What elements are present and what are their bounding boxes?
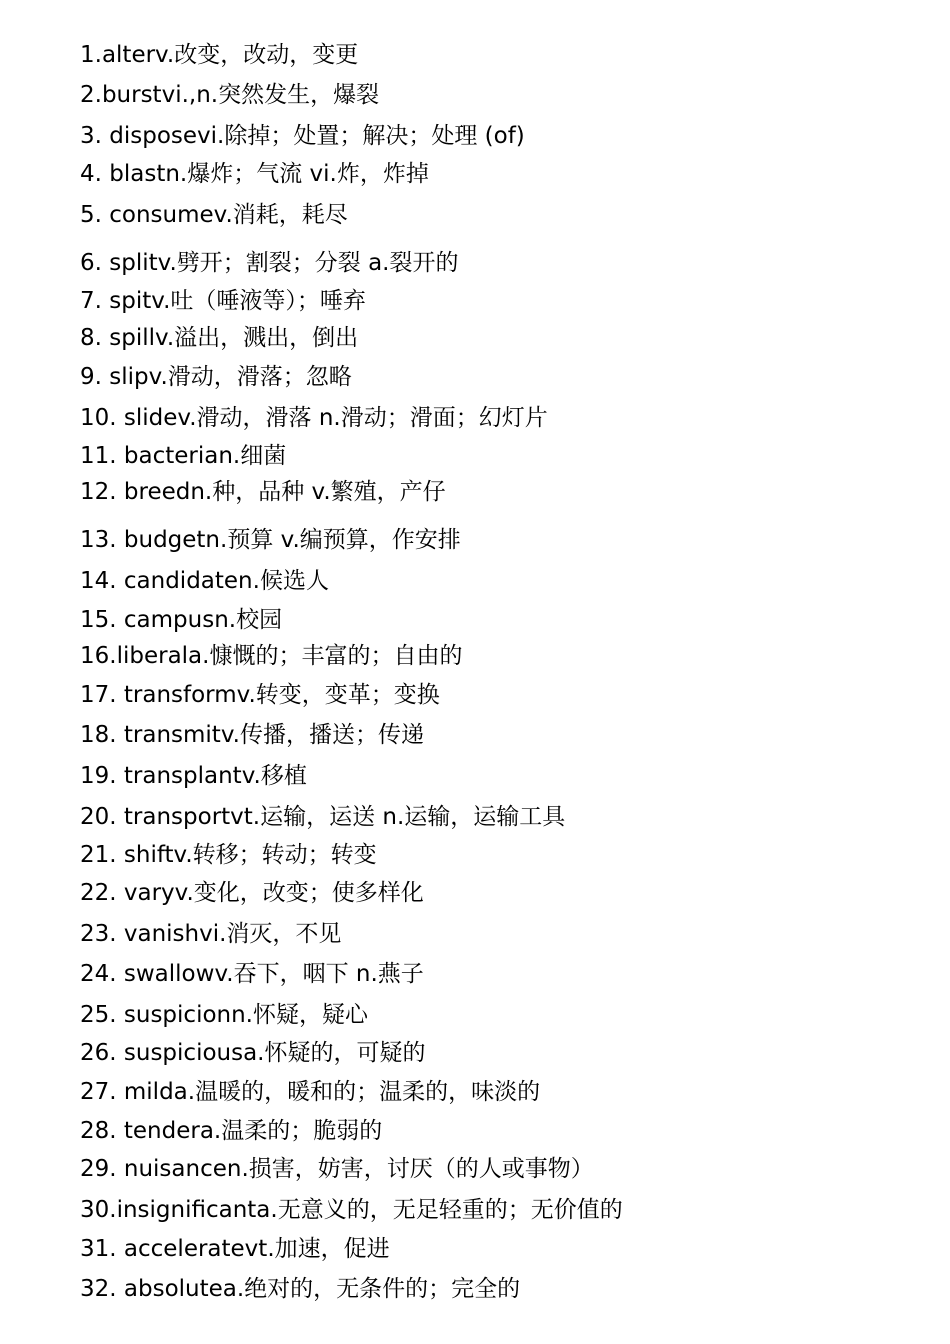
- vocab-entry-32: 32. absolutea.绝对的，无条件的；完全的: [80, 1276, 521, 1302]
- vocab-entry-18: 18. transmitv.传播，播送；传递: [80, 722, 424, 748]
- vocab-entry-6: 6. splitv.劈开；割裂；分裂 a.裂开的: [80, 250, 459, 276]
- vocab-entry-16: 16.liberala.慷慨的；丰富的；自由的: [80, 643, 463, 669]
- vocab-entry-12: 12. breedn.种，品种 v.繁殖，产仔: [80, 479, 446, 505]
- vocab-entry-24: 24. swallowv.吞下，咽下 n.燕子: [80, 961, 424, 987]
- vocab-entry-9: 9. slipv.滑动，滑落；忽略: [80, 364, 352, 390]
- vocab-entry-5: 5. consumev.消耗，耗尽: [80, 202, 348, 228]
- vocab-entry-19: 19. transplantv.移植: [80, 763, 307, 789]
- vocab-entry-10: 10. slidev.滑动，滑落 n.滑动；滑面；幻灯片: [80, 405, 548, 431]
- vocab-entry-22: 22. varyv.变化，改变；使多样化: [80, 880, 424, 906]
- vocab-entry-31: 31. acceleratevt.加速，促进: [80, 1236, 390, 1262]
- vocab-entry-25: 25. suspicionn.怀疑，疑心: [80, 1002, 368, 1028]
- vocab-entry-21: 21. shiftv.转移；转动；转变: [80, 842, 377, 868]
- vocab-entry-23: 23. vanishvi.消灭，不见: [80, 921, 342, 947]
- vocab-entry-17: 17. transformv.转变，变革；变换: [80, 682, 440, 708]
- vocab-entry-14: 14. candidaten.候选人: [80, 568, 329, 594]
- vocab-entry-30: 30.insignificanta.无意义的，无足轻重的；无价值的: [80, 1197, 623, 1223]
- vocab-entry-7: 7. spitv.吐（唾液等）；唾弃: [80, 288, 366, 314]
- vocab-entry-27: 27. milda.温暖的，暖和的；温柔的，味淡的: [80, 1079, 541, 1105]
- vocab-entry-11: 11. bacterian.细菌: [80, 443, 287, 469]
- vocab-entry-1: 1.alterv.改变，改动，变更: [80, 42, 359, 68]
- vocab-entry-29: 29. nuisancen.损害，妨害，讨厌（的人或事物）: [80, 1156, 594, 1182]
- vocab-entry-20: 20. transportvt.运输，运送 n.运输，运输工具: [80, 804, 566, 830]
- vocab-entry-2: 2.burstvi.,n.突然发生，爆裂: [80, 82, 380, 108]
- vocab-entry-13: 13. budgetn.预算 v.编预算，作安排: [80, 527, 461, 553]
- vocab-entry-3: 3. disposevi.除掉；处置；解决；处理 (of): [80, 123, 525, 149]
- vocab-entry-8: 8. spillv.溢出，溅出，倒出: [80, 325, 359, 351]
- vocab-entry-28: 28. tendera.温柔的；脆弱的: [80, 1118, 383, 1144]
- vocab-entry-4: 4. blastn.爆炸；气流 vi.炸，炸掉: [80, 161, 429, 187]
- vocab-entry-15: 15. campusn.校园: [80, 607, 283, 633]
- vocab-entry-26: 26. suspiciousa.怀疑的，可疑的: [80, 1040, 426, 1066]
